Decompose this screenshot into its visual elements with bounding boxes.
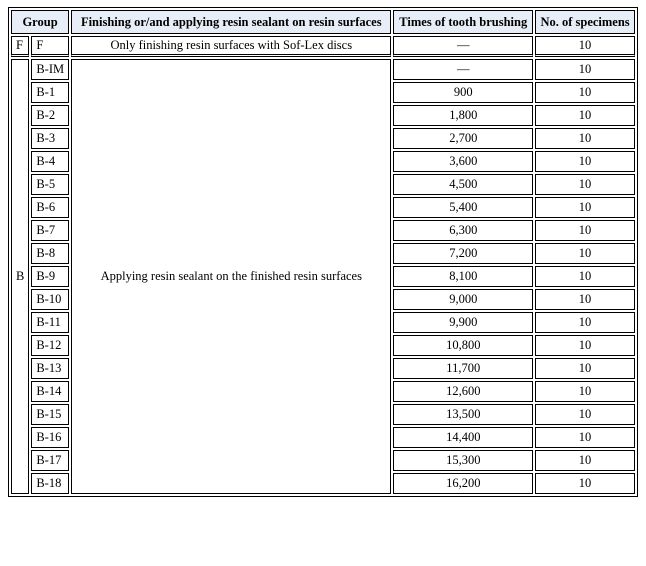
subgroup-label: B-17 (31, 450, 69, 471)
times-cell: 14,400 (393, 427, 533, 448)
times-cell: 900 (393, 82, 533, 103)
group-f-finishing: Only finishing resin surfaces with Sof-Lex discs (71, 36, 391, 57)
subgroup-label: B-14 (31, 381, 69, 402)
subgroup-label: B-7 (31, 220, 69, 241)
times-cell: 8,100 (393, 266, 533, 287)
subgroup-label: B-5 (31, 174, 69, 195)
subgroup-label: B-12 (31, 335, 69, 356)
group-f-specimens: 10 (535, 36, 635, 57)
specimens-cell: 10 (535, 427, 635, 448)
header-row (11, 10, 635, 34)
specimens-cell: 10 (535, 59, 635, 80)
specimens-cell: 10 (535, 335, 635, 356)
subgroup-label: B-11 (31, 312, 69, 333)
times-cell: 12,600 (393, 381, 533, 402)
specimens-cell: 10 (535, 128, 635, 149)
specimens-cell: 10 (535, 450, 635, 471)
group-b-finishing: Applying resin sealant on the finished resin surfaces (71, 59, 391, 494)
header-finishing: Finishing or/and applying resin sealant on resin surfaces (71, 10, 391, 34)
times-cell: 5,400 (393, 197, 533, 218)
specimens-cell: 10 (535, 266, 635, 287)
times-cell: 13,500 (393, 404, 533, 425)
specimens-cell: 10 (535, 381, 635, 402)
times-cell: 4,500 (393, 174, 533, 195)
times-cell: 2,700 (393, 128, 533, 149)
header-times: Times of tooth brushing (393, 10, 533, 34)
group-f-label: F (11, 36, 29, 57)
times-cell: 9,000 (393, 289, 533, 310)
subgroup-label: B-IM (31, 59, 69, 80)
specimens-cell: 10 (535, 404, 635, 425)
subgroup-label: B-13 (31, 358, 69, 379)
specimens-cell: 10 (535, 220, 635, 241)
times-cell: 10,800 (393, 335, 533, 356)
subgroup-label: B-8 (31, 243, 69, 264)
times-cell: 1,800 (393, 105, 533, 126)
times-cell: 11,700 (393, 358, 533, 379)
subgroup-label: B-2 (31, 105, 69, 126)
times-cell: 6,300 (393, 220, 533, 241)
subgroup-label: B-3 (31, 128, 69, 149)
subgroup-label: B-6 (31, 197, 69, 218)
group-b-label: B (11, 59, 29, 494)
subgroup-f-label: F (31, 36, 69, 57)
specimens-cell: 10 (535, 151, 635, 172)
table-row-f (11, 36, 635, 57)
times-cell: — (393, 59, 533, 80)
subgroup-label: B-1 (31, 82, 69, 103)
specimens-cell: 10 (535, 358, 635, 379)
specimens-cell: 10 (535, 312, 635, 333)
subgroup-label: B-4 (31, 151, 69, 172)
header-group: Group (11, 10, 69, 34)
specimens-cell: 10 (535, 82, 635, 103)
group-f-times: — (393, 36, 533, 57)
table-row (11, 59, 635, 80)
header-specimens: No. of specimens (535, 10, 635, 34)
times-cell: 9,900 (393, 312, 533, 333)
specimens-cell: 10 (535, 243, 635, 264)
specimens-cell: 10 (535, 197, 635, 218)
times-cell: 7,200 (393, 243, 533, 264)
times-cell: 16,200 (393, 473, 533, 494)
subgroup-label: B-10 (31, 289, 69, 310)
specimens-cell: 10 (535, 105, 635, 126)
specimen-table (8, 7, 638, 497)
subgroup-label: B-16 (31, 427, 69, 448)
specimens-cell: 10 (535, 473, 635, 494)
times-cell: 15,300 (393, 450, 533, 471)
specimens-cell: 10 (535, 174, 635, 195)
specimens-cell: 10 (535, 289, 635, 310)
subgroup-label: B-15 (31, 404, 69, 425)
subgroup-label: B-18 (31, 473, 69, 494)
subgroup-label: B-9 (31, 266, 69, 287)
times-cell: 3,600 (393, 151, 533, 172)
